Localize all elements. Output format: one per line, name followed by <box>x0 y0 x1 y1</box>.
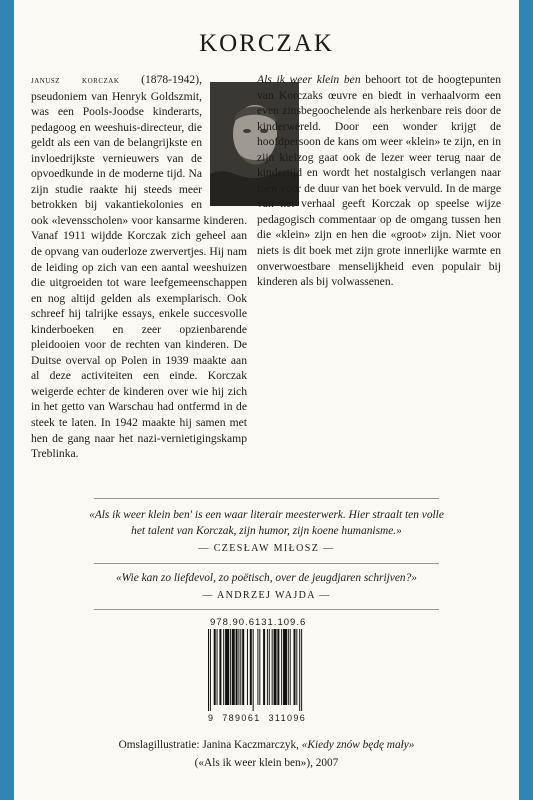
quote-1-author: — CZESŁAW MIŁOSZ — <box>198 543 335 554</box>
back-cover <box>14 0 519 800</box>
divider-middle <box>94 563 439 564</box>
bio-text-continued: behoort tot de hoogtepunten van Korczaks œuvre en biedt in verhaalvorm een even zinsbegoochelende als herkenbare reis door de kinderwereld. Door een wonder krijgt de hoofdpersoon de kans om weer «klein» te zijn, en in zijn kielzog gaat ook de lezer weer terug naar de kindertijd en wordt het nostalgisch verlangen naar toen voor de duur van het boek vervuld. In de marge van het verhaal geeft Korczak op speelse wijze pedagogisch commentaar op de omgang tussen hen die «klein» zijn en hen die «groot» zijn. Niet voor niets is dit boek met zijn grote innerlijke warmte en onverwoestbare menselijkheid even populair bij kinderen als bij volwassenen. <box>257 73 501 289</box>
credits-line-2: («Als ik weer klein ben»), 2007 <box>194 757 339 769</box>
barcode-digits: 9 789061 311096 <box>208 713 307 723</box>
quote-2-author: — ANDRZEJ WAJDA — <box>202 590 331 601</box>
quote-1-line-2: het talent van Korczak, zijn humor, zijn koene humanisme.» <box>131 525 402 537</box>
quote-1-line-1: «Als ik weer klein ben' is een waar literair meesterwerk. Hier straalt ten volle <box>89 509 444 521</box>
spine-right <box>519 0 533 800</box>
divider-top <box>94 498 439 499</box>
bio-text: (1878-1942), pseudoniem van Henryk Goldszmit, was een Pools-Joodse kinderarts, pedagoog en weeshuis-directeur, die geldt als een van de belangrijkste en invloedrijkste vernieuwers van de opvoedkunde in de moderne tijd. Na zijn studie raakte hij steeds meer betrokken bij vakantiekolonies en ook «levensscholen» voor kansarme kinderen. Vanaf 1911 wijdde Korczak zich geheel aan de opvang van ouderloze zwervertjes. Hij nam de leiding op zich van een aantal weeshuizen die uitgroeiden tot ware leefgemeenschappen en nog altijd gelden als exemplarisch. Ook schreef hij talrijke essays, enkele succesvolle kinderboeken en zeer opzienbarende pleidooien voor de rechten van kinderen. De Duitse overval op Polen in 1939 maakte aan al deze activiteiten een einde. Korczak weigerde echter de kinderen over wie hij zich in het getto van Warschau had ontfermd in de steek te laten. In 1942 maakte hij samen met hen de gang naar het nazi-vernietigingskamp Treblinka. <box>31 73 248 461</box>
barcode <box>206 629 326 711</box>
quote-2-line-1: «Wie kan zo liefdevol, zo poëtisch, over de jeugdjaren schrijven?» <box>115 572 418 584</box>
book-title: KORCZAK <box>199 30 334 57</box>
bio-column-right <box>257 72 501 290</box>
spine-left <box>0 0 14 800</box>
credits-prefix: Omslagillustratie: Janina Kaczmarczyk, <box>118 739 302 751</box>
author-name: janusz korczak <box>31 75 120 86</box>
bio-paragraph-left <box>31 72 247 462</box>
isbn-number: 978.90.6131.109.6 <box>210 617 307 628</box>
bio-paragraph-right <box>257 72 501 290</box>
bio-column-left <box>31 72 247 462</box>
credits-work-title: «Kiedy znów będę mały» <box>301 739 415 751</box>
cover-credits <box>14 736 519 772</box>
divider-bottom <box>94 609 439 610</box>
book-title-reference: Als ik weer klein ben <box>257 73 361 86</box>
